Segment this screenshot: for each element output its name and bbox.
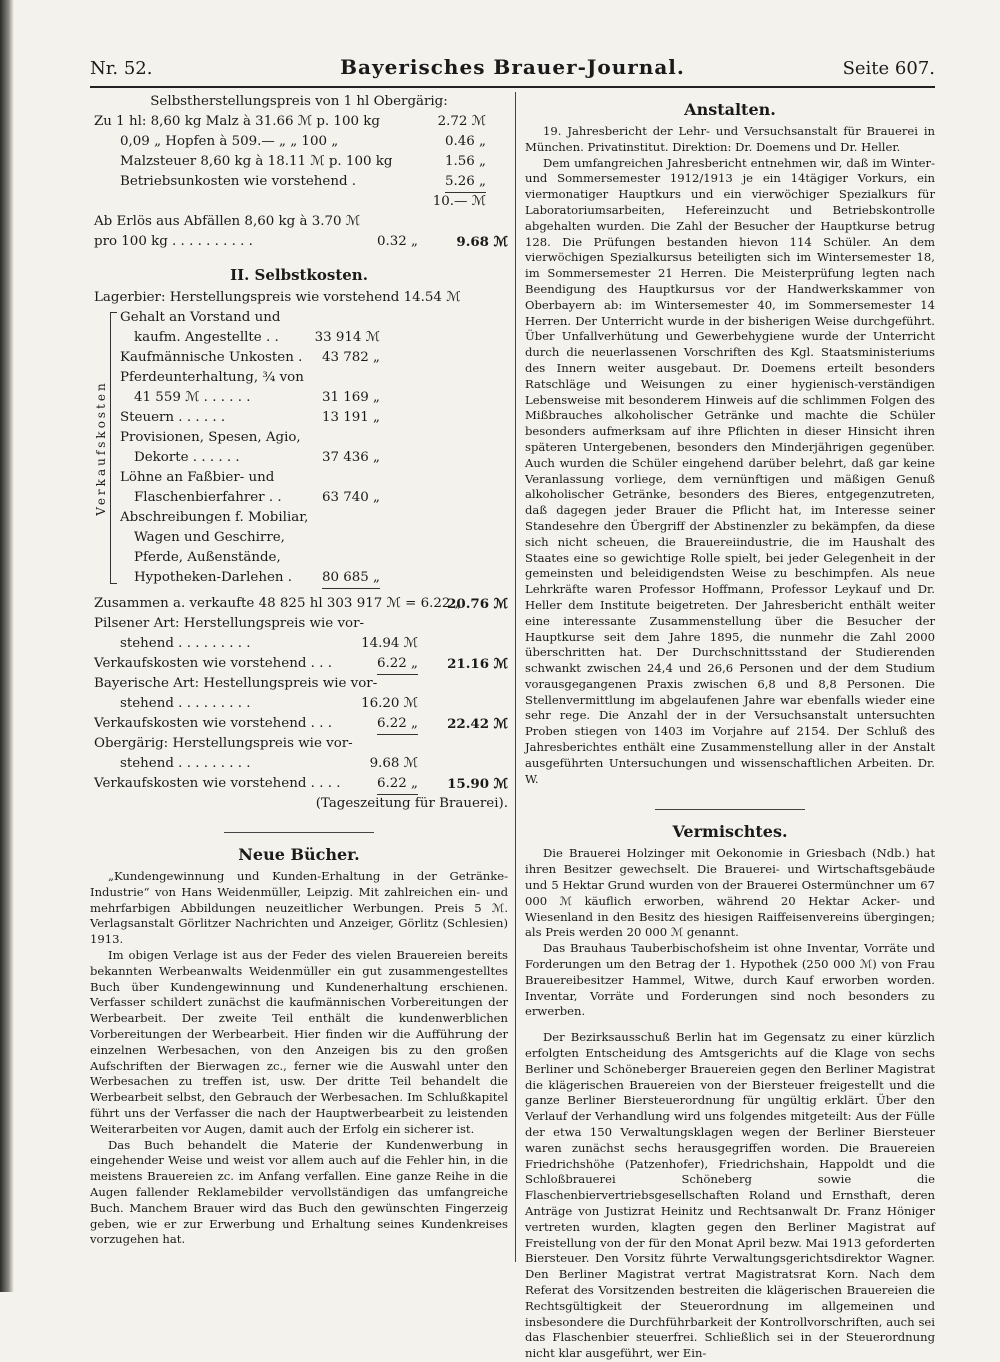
table-row: Pferde, Außenstände, bbox=[134, 550, 281, 565]
right-column bbox=[525, 92, 935, 1361]
table-row: Hypotheken-Darlehen . 80 685 „ bbox=[120, 568, 508, 588]
table-row: kaufm. Angestellte . . 33 914 ℳ bbox=[134, 330, 380, 345]
table-row bbox=[90, 112, 508, 132]
lagerbier-row: Lagerbier: Herstellungspreis wie vorstehend 14.54 ℳ bbox=[94, 290, 461, 305]
table-row: Löhne an Faßbier- und bbox=[120, 470, 275, 485]
row-label: Zusammen a. verkaufte 48 825 hl 303 917 ℳ = 6.22 „ bbox=[94, 596, 462, 611]
paragraph: Dem umfangreichen Jahresbericht entnehmen wir, daß im Winter- und Sommersemester 1912/1913 je ein 14tägiger Vorkurs, ein viermonatiger Hauptkurs und ein vierwöchiger Spezialkurs für Laboratoriumsarbeiten, Hefereinzucht und Betriebskontrolle abgehalten wurden. Die Zahl der Besucher der Hauptkurse betrug 128. Die Prüfungen bestanden hievon 114 Schüler. An dem vierwöchigen Spezialkursus beteiligten sich im Wintersemester 18, im Sommersemester 21 Herren. Die Meisterprüfung legten nach Beendigung des Hauptkursus vor der Handwerkskammer von Oberbayern ab: im Wintersemester 40, im Sommersemester 14 Herren. Der Unterricht wurde in der bisherigen Weise durchgeführt. Über Unfallverhütung und Gewerbehygiene wurde der Unterricht durch die neuerlassenen Vorschriften des Kgl. Staatsministeriums des Innern weiter ausgebaut. Dr. Doemens erteilt besonders Ratschläge und Weisungen zu einer hygienisch-verständigen Lebensweise mit besonderem Hinweis auf die schlimmen Folgen des Mißbrauches alkoholischer Getränke und machte die Schüler besonders aufmerksam auf ihre Pflichten in dieser Hinsicht ihren späteren Untergebenen, besonders den Minderjährigen gegenüber. Auch wurden die Schüler eingehend darüber belehrt, daß gar keine Veranlassung vorliege, dem vernünftigen und mäßigen Genuß alkoholischer Getränke, besonders des Bieres, entgegenzutreten, daß dagegen jeder Brauer die Pflicht hat, im Interesse seiner Standesehre den Übergriff der Abstinenzler zu bekämpfen, da diese sich nicht scheuen, die Brauereiindustrie, die im Haushalt des Staates eine so gewichtige Rolle spielt, bei jeder Gelegenheit in der gemeinsten und beleidigendsten Weise zu beschimpfen. Als neue Lehrkräfte waren Professor Hoffmann, Professor Leykauf und Dr. Heller dem Institute beigetreten. Der Jahresbericht enthält weiter eine interessante Zusammenstellung über die Besucher der Hauptkurse seit dem Jahre 1895, die nunmehr die Zahl 2000 überschritten hat. Der Durchschnittsstand der Studierenden schwankt zwischen 24,4 und 26,6 Personen und der dem Studium vorausgegangenen Praxis zwischen 6,8 und 8,8 Personen. Die Stellenvermittlung im abgelaufenen Jahre war ebenfalls wieder eine sehr rege. Die Anzahl der in der Versuchsanstalt untersuchten Proben stiegen von 1403 im Vorjahre auf 2154. Der Schluß des Jahresberichtes enthält eine Zusammenstellung aller in der Anstalt ausgeführten Untersuchungen und wissenschaftlichen Arbeiten. Dr. W. bbox=[525, 155, 935, 786]
total-amount: 20.76 ℳ bbox=[447, 596, 508, 612]
row-label: pro 100 kg . . . . . . . . . . bbox=[94, 234, 253, 249]
row-label: Obergärig: Herstellungspreis wie vor- bbox=[94, 736, 353, 751]
paragraph: Im obigen Verlage ist aus der Feder des vielen Brauereien bereits bekannten Werbeanwalts Weidenmüller ein gut zusammengestelltes Buch über Kundengewinnung und Kundenerhaltung erschienen. Verfasser schildert zunächst die kaufmännischen Vorbereitungen der Werbearbeit. Der zweite Teil enthält die kundenwerblichen Vorbereitungen der Werbearbeit. Hier finden wir die Aufführung der einzelnen Werbesachen, von den Anzeigen bis zu den großen Aufschriften der Bierwagen zc., ferner wie die Auswahl unter den Werbesachen zu treffen ist, usw. Der dritte Teil behandelt die Werbearbeit selbst, den Gebrauch der Werbesachen. Im Schlußkapitel führt uns der Verfasser die nach der Hauptwerbearbeit zu leistenden Weiterarbeiten vor Augen, damit auch der Erfolg ein sicherer ist. bbox=[90, 947, 508, 1136]
table-row: Dekorte . . . . . . 37 436 „ bbox=[134, 450, 380, 465]
cost-table-rows bbox=[90, 112, 508, 192]
issue-number: Nr. 52. bbox=[90, 58, 153, 79]
bracket bbox=[110, 312, 117, 584]
table-row: Verkaufskosten wie vorstehend . . . 6.22 „ 22.42 ℳ bbox=[90, 714, 508, 734]
section-title-anstalten: Anstalten. bbox=[684, 100, 776, 119]
paragraph: Die Brauerei Holzinger mit Oekonomie in Griesbach (Ndb.) hat ihren Besitzer gewechselt. Die Brauerei- und Wirtschaftsgebäude und 5 Hektar Grund wurden von der Brauerei Ostermünchner um 67 000 ℳ käuflich erworben, während 20 Hektar Acker- und Wiesenland in den Besitz des hiesigen Raiffeisenvereins übergingen; als Preis werden 20 000 ℳ genannt. bbox=[525, 846, 935, 940]
total-amount: 9.68 ℳ bbox=[456, 234, 508, 250]
obergaerig-block bbox=[90, 734, 508, 794]
table-row: Pferdeunterhaltung, ¾ von bbox=[120, 370, 304, 385]
table-row: stehend . . . . . . . . . 14.94 ℳ bbox=[120, 636, 418, 651]
table-row: Flaschenbierfahrer . . 63 740 „ bbox=[134, 490, 380, 505]
section-rule bbox=[224, 832, 374, 833]
table-row: stehend . . . . . . . . . 16.20 ℳ bbox=[120, 696, 418, 711]
paragraph: Das Brauhaus Tauberbischofsheim ist ohne Inventar, Vorräte und Forderungen um den Betrag der 1. Hypothek (250 000 ℳ) von Frau Brauereibesitzer Hammel, Witwe, durch Kauf erworben worden. Inventar, Vorräte und Forderungen sind noch besonders zu erwerben. bbox=[525, 941, 935, 1019]
row-label: Bayerische Art: Hestellungspreis wie vor- bbox=[94, 676, 378, 691]
row-amount: 0.46 „ bbox=[444, 134, 486, 149]
page-binding-edge bbox=[0, 0, 14, 1292]
row-amount: 2.72 ℳ bbox=[437, 114, 486, 129]
row-label: 0,09 „ Hopfen à 509.— „ „ 100 „ bbox=[120, 134, 339, 149]
paragraph: Der Bezirksausschuß Berlin hat im Gegensatz zu einer kürzlich erfolgten Entscheidung des Amtsgerichts auf die Klage von sechs Berliner und Schöneberger Brauereien gegen den Berliner Magistrat die klägerischen Brauereien von der Biersteuer freigestellt und die ganze Berliner Biersteuerordnung für ungültig erklärt. Über den Verlauf der Verhandlung wird uns folgendes mitgeteilt: Aus der Fülle der etwa 150 Verwaltungsklagen wegen der Berliner Biersteuer waren zunächst sechs herausgegriffen worden. Die Brauereien Friedrichshöhe (Patzenhofer), Friedrichshain, Happoldt und die Schloßbrauerei Schöneberg sowie die Flaschenbiervertriebsgesellschaften Roland und Ernsthaft, deren Anträge von Justizrat Heinitz und Rechtsanwalt Dr. Franz Höniger vertreten wurden, klagten gegen den Berliner Magistrat auf Freistellung von der für den Monat April bezw. Mai 1913 geforderten Biersteuer. Den Vorsitz führte Verwaltungsgerichtsdirektor Wagner. Den Berliner Magistrat vertrat Magistratsrat Korn. Nach dem Referat des Vorsitzenden bestreiten die klägerischen Brauereien die Rechtsgültigkeit der Steuerordnung im allgemeinen und insbesondere die Durchführbarkeit der Kontrollvorschriften, auch sei das Flaschenbier steuerfrei. Schließlich sei in der Steuerordnung nicht klar ausgeführt, wer Ein- bbox=[525, 1030, 935, 1361]
table-row: Wagen und Geschirre, bbox=[134, 530, 285, 545]
left-column bbox=[90, 92, 508, 1262]
table-row: Verkaufskosten wie vorstehend . . . . 6.22 „ 15.90 ℳ bbox=[90, 774, 508, 794]
journal-title: Bayerisches Brauer-Journal. bbox=[340, 55, 685, 79]
row-amount: 5.26 „ bbox=[445, 172, 486, 193]
deduction-row-2 bbox=[90, 232, 508, 252]
table-row: Verkaufskosten wie vorstehend . . . 6.22 „ 21.16 ℳ bbox=[90, 654, 508, 674]
section-rule bbox=[655, 809, 805, 810]
bayerische-block bbox=[90, 674, 508, 734]
pilsener-block bbox=[90, 614, 508, 674]
vertical-label: Verkaufskosten bbox=[94, 380, 108, 516]
paragraph: Das Buch behandelt die Materie der Kundenwerbung in eingehender Weise und weist vor allem auch auf die Fehler hin, in die meistens Brauereien zc. im Anfang verfallen. Eine ganze Reihe in die Augen fallender Reklamebilder vervollständigen das umfangreiche Buch. Manchem Brauer wird das Buch den gewünschten Fingerzeig geben, wie er zur Erwerbung und Erhaltung seines Kundenkreises vorzugehen hat. bbox=[90, 1137, 508, 1247]
paragraph: 19. Jahresbericht der Lehr- und Versuchsanstalt für Brauerei in München. Privatinstitut. Direktion: Dr. Doemens und Dr. Heller. bbox=[525, 124, 935, 154]
table-row bbox=[90, 132, 508, 152]
table-row: Abschreibungen f. Mobiliar, bbox=[120, 510, 309, 525]
source-citation: (Tageszeitung für Brauerei). bbox=[315, 796, 508, 811]
page-number: Seite 607. bbox=[842, 58, 935, 79]
table-row: Kaufmännische Unkosten . 43 782 „ bbox=[120, 350, 380, 365]
paragraph: „Kundengewinnung und Kunden-Erhaltung in der Getränke-Industrie“ von Hans Weidenmüller, Leipzig. Mit zahlreichen ein- und mehrfarbigen Abbildungen neuzeitlicher Werbungen. Preis 5 ℳ. Verlagsanstalt Görlitzer Nachrichten und Anzeiger, Görlitz (Schlesien) 1913. bbox=[90, 869, 508, 947]
page-header bbox=[90, 52, 935, 88]
row-label: Pilsener Art: Herstellungspreis wie vor- bbox=[94, 616, 365, 631]
verkaufskosten-group bbox=[90, 308, 508, 588]
row-amount: 1.56 „ bbox=[444, 154, 486, 169]
table-row: stehend . . . . . . . . . 9.68 ℳ bbox=[120, 756, 418, 771]
row-label: Zu 1 hl: 8,60 kg Malz à 31.66 ℳ p. 100 kg bbox=[94, 114, 380, 129]
subtotal-row bbox=[90, 192, 508, 212]
section-title-selbstkosten: II. Selbstkosten. bbox=[230, 266, 368, 284]
deduction-row: Ab Erlös aus Abfällen 8,60 kg à 3.70 ℳ bbox=[94, 214, 361, 229]
table-row: Gehalt an Vorstand und bbox=[120, 310, 281, 325]
table-row bbox=[90, 172, 508, 192]
section-title-neue-buecher: Neue Bücher. bbox=[238, 845, 360, 864]
row-label: Malzsteuer 8,60 kg à 18.11 ℳ p. 100 kg bbox=[120, 154, 393, 169]
zusammen-row bbox=[90, 594, 508, 614]
section-title-vermischtes: Vermischtes. bbox=[672, 822, 788, 842]
table-row: 41 559 ℳ . . . . . . 31 169 „ bbox=[134, 390, 380, 405]
table-row: Provisionen, Spesen, Agio, bbox=[120, 430, 301, 445]
table-row bbox=[90, 152, 508, 172]
cost-table-title: Selbstherstellungspreis von 1 hl Obergärig: bbox=[150, 94, 448, 109]
subtotal-amount: 10.— ℳ bbox=[432, 194, 486, 209]
table-row: Steuern . . . . . . 13 191 „ bbox=[120, 410, 380, 425]
column-divider bbox=[515, 92, 516, 1262]
deduction-amount: 0.32 „ bbox=[376, 234, 418, 249]
row-label: Betriebsunkosten wie vorstehend . bbox=[120, 174, 357, 189]
